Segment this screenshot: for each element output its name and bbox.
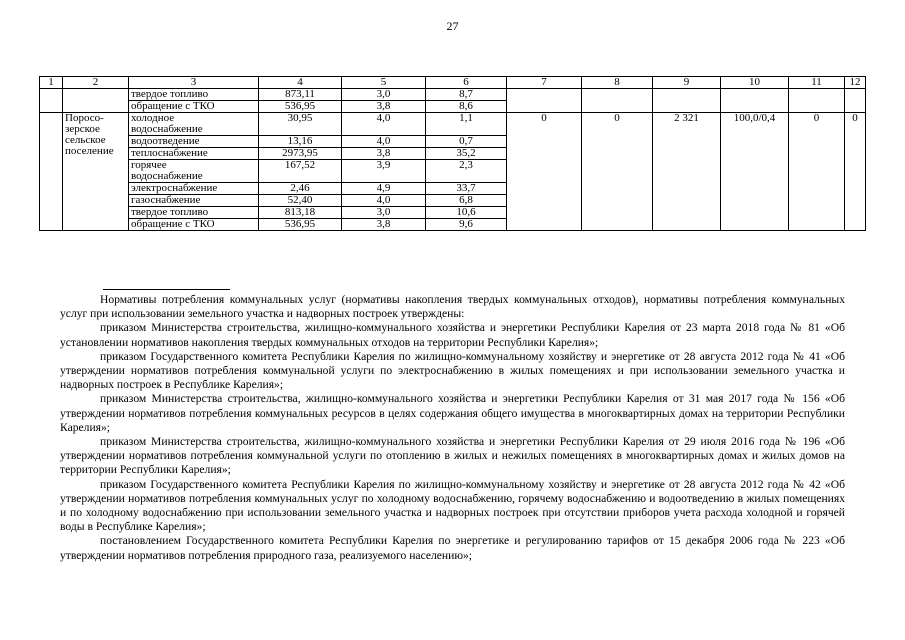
footnote-paragraph: Нормативы потребления коммунальных услуг (нормативы накопления твердых коммунальных отходов), нормативы потребления коммунальных услуг при использовании земельного участка и надворных построек утверждены: (60, 293, 845, 321)
service-name: водоотведение (129, 136, 259, 148)
cell-value: 0 (789, 113, 845, 231)
cell-value: 4,0 (342, 195, 426, 207)
column-number: 12 (845, 77, 866, 89)
cell-value: 4,9 (342, 183, 426, 195)
table-header-row (40, 77, 866, 89)
footnote-paragraph: приказом Государственного комитета Республики Карелия по жилищно-коммунальному хозяйству и энергетике от 28 августа 2012 года № 41 «Об утверждении нормативов потребления коммунальной услуги по электроснабжению в жилых помещениях и при использовании земельного участка и надворных построек в Республике Карелия»; (60, 349, 845, 392)
cell-value: 2973,95 (259, 148, 342, 160)
service-name: обращение с ТКО (129, 101, 259, 113)
cell-value: 167,52 (259, 160, 342, 183)
footnote-divider (103, 289, 230, 290)
service-name: обращение с ТКО (129, 219, 259, 231)
cell-value: 0 (845, 113, 866, 231)
cell-value: 813,18 (259, 207, 342, 219)
cell-empty (721, 89, 789, 113)
cell-value: 9,6 (426, 219, 507, 231)
footnote-paragraph: приказом Министерства строительства, жилищно-коммунального хозяйства и энергетики Республики Карелия от 23 марта 2018 года № 81 «Об установлении нормативов накопления твердых коммунальных отходов на территории Республики Карелия»; (60, 321, 845, 349)
cell-value: 3,0 (342, 89, 426, 101)
service-name: твердое топливо (129, 89, 259, 101)
cell-value: 536,95 (259, 101, 342, 113)
cell-value: 3,8 (342, 101, 426, 113)
utility-table (39, 76, 866, 231)
settlement-name: Поросо- зерское сельское поселение (63, 113, 129, 231)
column-number: 5 (342, 77, 426, 89)
column-number: 1 (40, 77, 63, 89)
cell-value: 6,8 (426, 195, 507, 207)
footnote-text (60, 293, 845, 563)
cell-value: 2,46 (259, 183, 342, 195)
service-name: твердое топливо (129, 207, 259, 219)
cell-empty (653, 89, 721, 113)
cell-value: 100,0/0,4 (721, 113, 789, 231)
cell-value: 0,7 (426, 136, 507, 148)
cell-value: 33,7 (426, 183, 507, 195)
cell-empty (63, 89, 129, 113)
cell-empty (789, 89, 845, 113)
column-number: 4 (259, 77, 342, 89)
footnote-paragraph: приказом Министерства строительства, жилищно-коммунального хозяйства и энергетики Республики Карелия от 31 мая 2017 года № 156 «Об утверждении нормативов потребления коммунальных ресурсов в целях содержания общего имущества в многоквартирных домах на территории Республики Карелия»; (60, 392, 845, 434)
table-row (40, 89, 866, 101)
cell-value: 3,9 (342, 160, 426, 183)
cell-value: 873,11 (259, 89, 342, 101)
cell-value: 0 (582, 113, 653, 231)
column-number: 11 (789, 77, 845, 89)
service-name: теплоснабжение (129, 148, 259, 160)
cell-value: 536,95 (259, 219, 342, 231)
cell-value: 10,6 (426, 207, 507, 219)
cell-empty (40, 89, 63, 113)
cell-empty (582, 89, 653, 113)
footnote-paragraph: приказом Министерства строительства, жилищно-коммунального хозяйства и энергетики Республики Карелия от 29 июля 2016 года № 196 «Об утверждении нормативов потребления коммунальной услуги по отоплению в жилых и нежилых помещениях в многоквартирных домах и жилых домов на территории Республики Карелия»; (60, 435, 845, 477)
cell-value: 30,95 (259, 113, 342, 136)
footnote-paragraph: приказом Государственного комитета Республики Карелия по жилищно-коммунальному хозяйству и энергетике от 28 августа 2012 года № 42 «Об утверждении нормативов потребления коммунальных услуг по холодному водоснабжению, горячему водоснабжению и водоотведению в жилых помещениях и по холодному водоснабжению при использовании земельного участка и надворных построек при отсутствии приборов учета расхода холодной и горячей воды в Республике Карелия»; (60, 477, 845, 534)
cell-value: 52,40 (259, 195, 342, 207)
footnote-paragraph: постановлением Государственного комитета Республики Карелия по энергетике и регулированию тарифов от 15 декабря 2006 года № 223 «Об утверждении нормативов потребления природного газа, реализуемого населению»; (60, 534, 845, 562)
cell-value: 13,16 (259, 136, 342, 148)
cell-value: 35,2 (426, 148, 507, 160)
column-number: 6 (426, 77, 507, 89)
cell-value: 1,1 (426, 113, 507, 136)
service-name: электроснабжение (129, 183, 259, 195)
cell-value: 3,0 (342, 207, 426, 219)
cell-empty (40, 113, 63, 231)
cell-value: 2 321 (653, 113, 721, 231)
column-number: 10 (721, 77, 789, 89)
cell-value: 3,8 (342, 148, 426, 160)
cell-value: 8,7 (426, 89, 507, 101)
cell-value: 4,0 (342, 136, 426, 148)
cell-empty (845, 89, 866, 113)
column-number: 7 (507, 77, 582, 89)
column-number: 2 (63, 77, 129, 89)
column-number: 8 (582, 77, 653, 89)
cell-value: 8,6 (426, 101, 507, 113)
column-number: 9 (653, 77, 721, 89)
cell-value: 4,0 (342, 113, 426, 136)
cell-value: 3,8 (342, 219, 426, 231)
service-name: горячее водоснабжение (129, 160, 259, 183)
service-name: газоснабжение (129, 195, 259, 207)
cell-value: 0 (507, 113, 582, 231)
table-body (40, 77, 866, 231)
cell-empty (507, 89, 582, 113)
page-number: 27 (446, 19, 459, 33)
cell-value: 2,3 (426, 160, 507, 183)
service-name: холодное водоснабжение (129, 113, 259, 136)
table-row (40, 113, 866, 136)
column-number: 3 (129, 77, 259, 89)
